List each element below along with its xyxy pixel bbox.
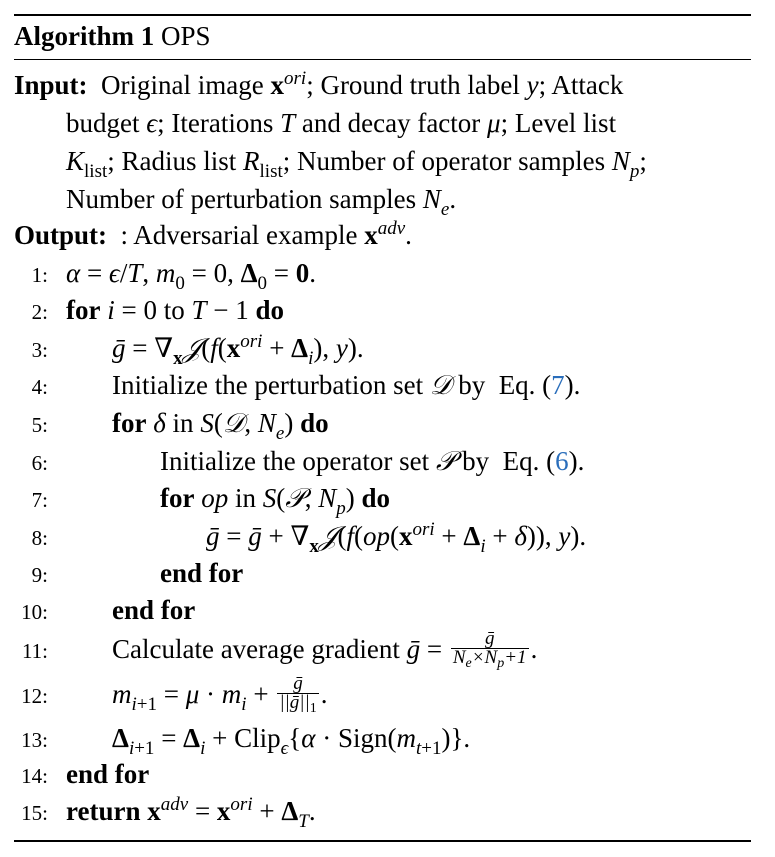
top-rule [14,14,751,16]
algorithm-title: Algorithm 1 OPS [14,21,211,51]
eq6-link[interactable]: 6 [555,446,569,476]
output-line: Output: : Adversarial example $x^{adv}$. [14,218,412,250]
input-line: Input: Original image $x^{ori}$; Ground truth label y; Attack [14,68,624,100]
header-rule [14,59,751,60]
input-line-2: budget ϵ; Iterations T and decay factor μ; Level list [66,108,617,138]
input-line-4: Number of perturbation samples $N_e$. [66,184,457,220]
output-label: Output: [14,220,108,250]
bottom-rule [14,840,751,842]
eq7-link[interactable]: 7 [551,370,565,400]
input-line-3: $K_{list}$; Radius list $R_{list}$; Number of operator samples $N_p$; [66,146,647,182]
input-label: Input: [14,70,88,100]
